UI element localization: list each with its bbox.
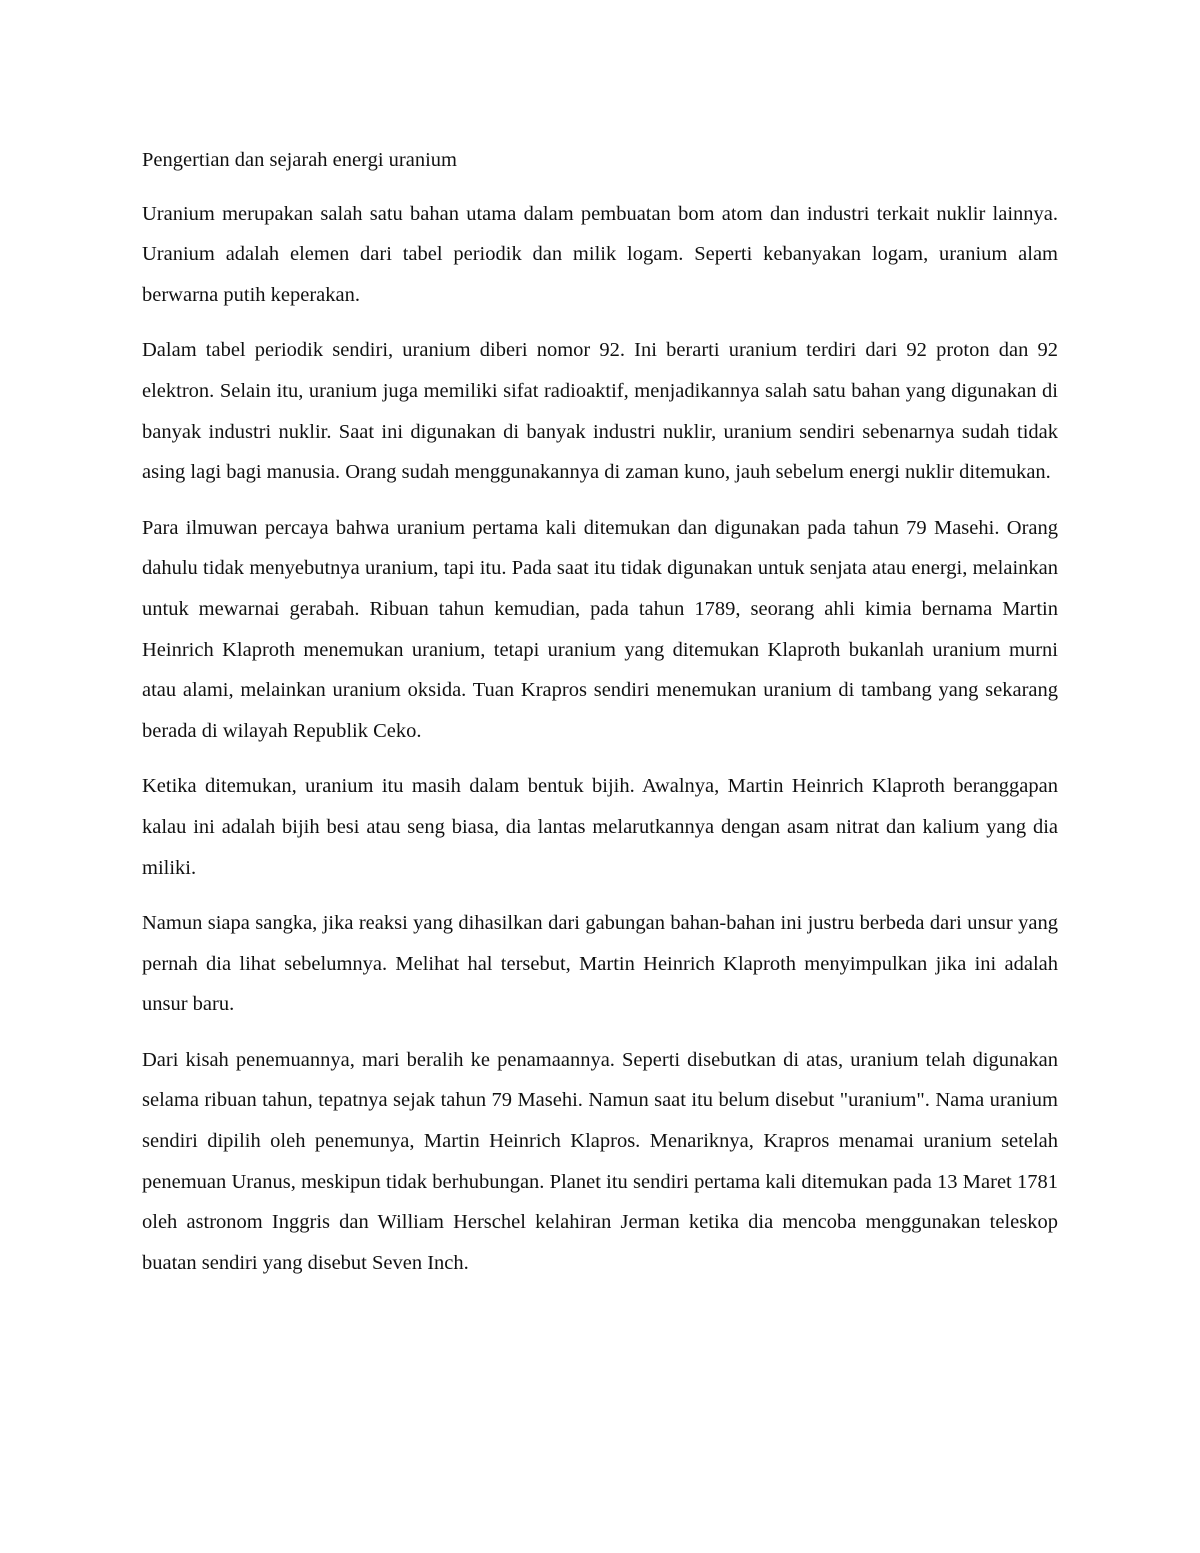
- document-body: [142, 140, 1058, 1298]
- paragraph-periodic-table: Dalam tabel periodik sendiri, uranium diberi nomor 92. Ini berarti uranium terdiri dari 92 proton dan 92 elektron. Selain itu, uranium juga memiliki sifat radioaktif, menjadikannya salah satu bahan yang digunakan di banyak industri nuklir. Saat ini digunakan di banyak industri nuklir, uranium sendiri sebenarnya sudah tidak asing lagi bagi manusia. Orang sudah menggunakannya di zaman kuno, jauh sebelum energi nuklir ditemukan.: [142, 339, 1058, 484]
- document-title: Pengertian dan sejarah energi uranium: [142, 149, 457, 171]
- paragraph-new-element: Namun siapa sangka, jika reaksi yang dihasilkan dari gabungan bahan-bahan ini justru berbeda dari unsur yang pernah dia lihat sebelumnya. Melihat hal tersebut, Martin Heinrich Klaproth menyimpulkan jika ini adalah unsur baru.: [142, 912, 1058, 1016]
- paragraph-definition: Uranium merupakan salah satu bahan utama dalam pembuatan bom atom dan industri terkait nuklir lainnya. Uranium adalah elemen dari tabel periodik dan milik logam. Seperti kebanyakan logam, uranium alam berwarna putih keperakan.: [142, 202, 1058, 306]
- paragraph-naming: Dari kisah penemuannya, mari beralih ke penamaannya. Seperti disebutkan di atas, uranium telah digunakan selama ribuan tahun, tepatnya sejak tahun 79 Masehi. Namun saat itu belum disebut "uranium". Nama uranium sendiri dipilih oleh penemunya, Martin Heinrich Klapros. Menariknya, Krapros menamai uranium setelah penemuan Uranus, meskipun tidak berhubungan. Planet itu sendiri pertama kali ditemukan pada 13 Maret 1781 oleh astronom Inggris dan William Herschel kelahiran Jerman ketika dia mencoba menggunakan teleskop buatan sendiri yang disebut Seven Inch.: [142, 1048, 1058, 1274]
- paragraph-history: Para ilmuwan percaya bahwa uranium pertama kali ditemukan dan digunakan pada tahun 79 Masehi. Orang dahulu tidak menyebutnya uranium, tapi itu. Pada saat itu tidak digunakan untuk senjata atau energi, melainkan untuk mewarnai gerabah. Ribuan tahun kemudian, pada tahun 1789, seorang ahli kimia bernama Martin Heinrich Klaproth menemukan uranium, tetapi uranium yang ditemukan Klaproth bukanlah uranium murni atau alami, melainkan uranium oksida. Tuan Krapros sendiri menemukan uranium di tambang yang sekarang berada di wilayah Republik Ceko.: [142, 516, 1058, 742]
- paragraph-discovery-ore: Ketika ditemukan, uranium itu masih dalam bentuk bijih. Awalnya, Martin Heinrich Klaproth beranggapan kalau ini adalah bijih besi atau seng biasa, dia lantas melarutkannya dengan asam nitrat dan kalium yang dia miliki.: [142, 775, 1058, 879]
